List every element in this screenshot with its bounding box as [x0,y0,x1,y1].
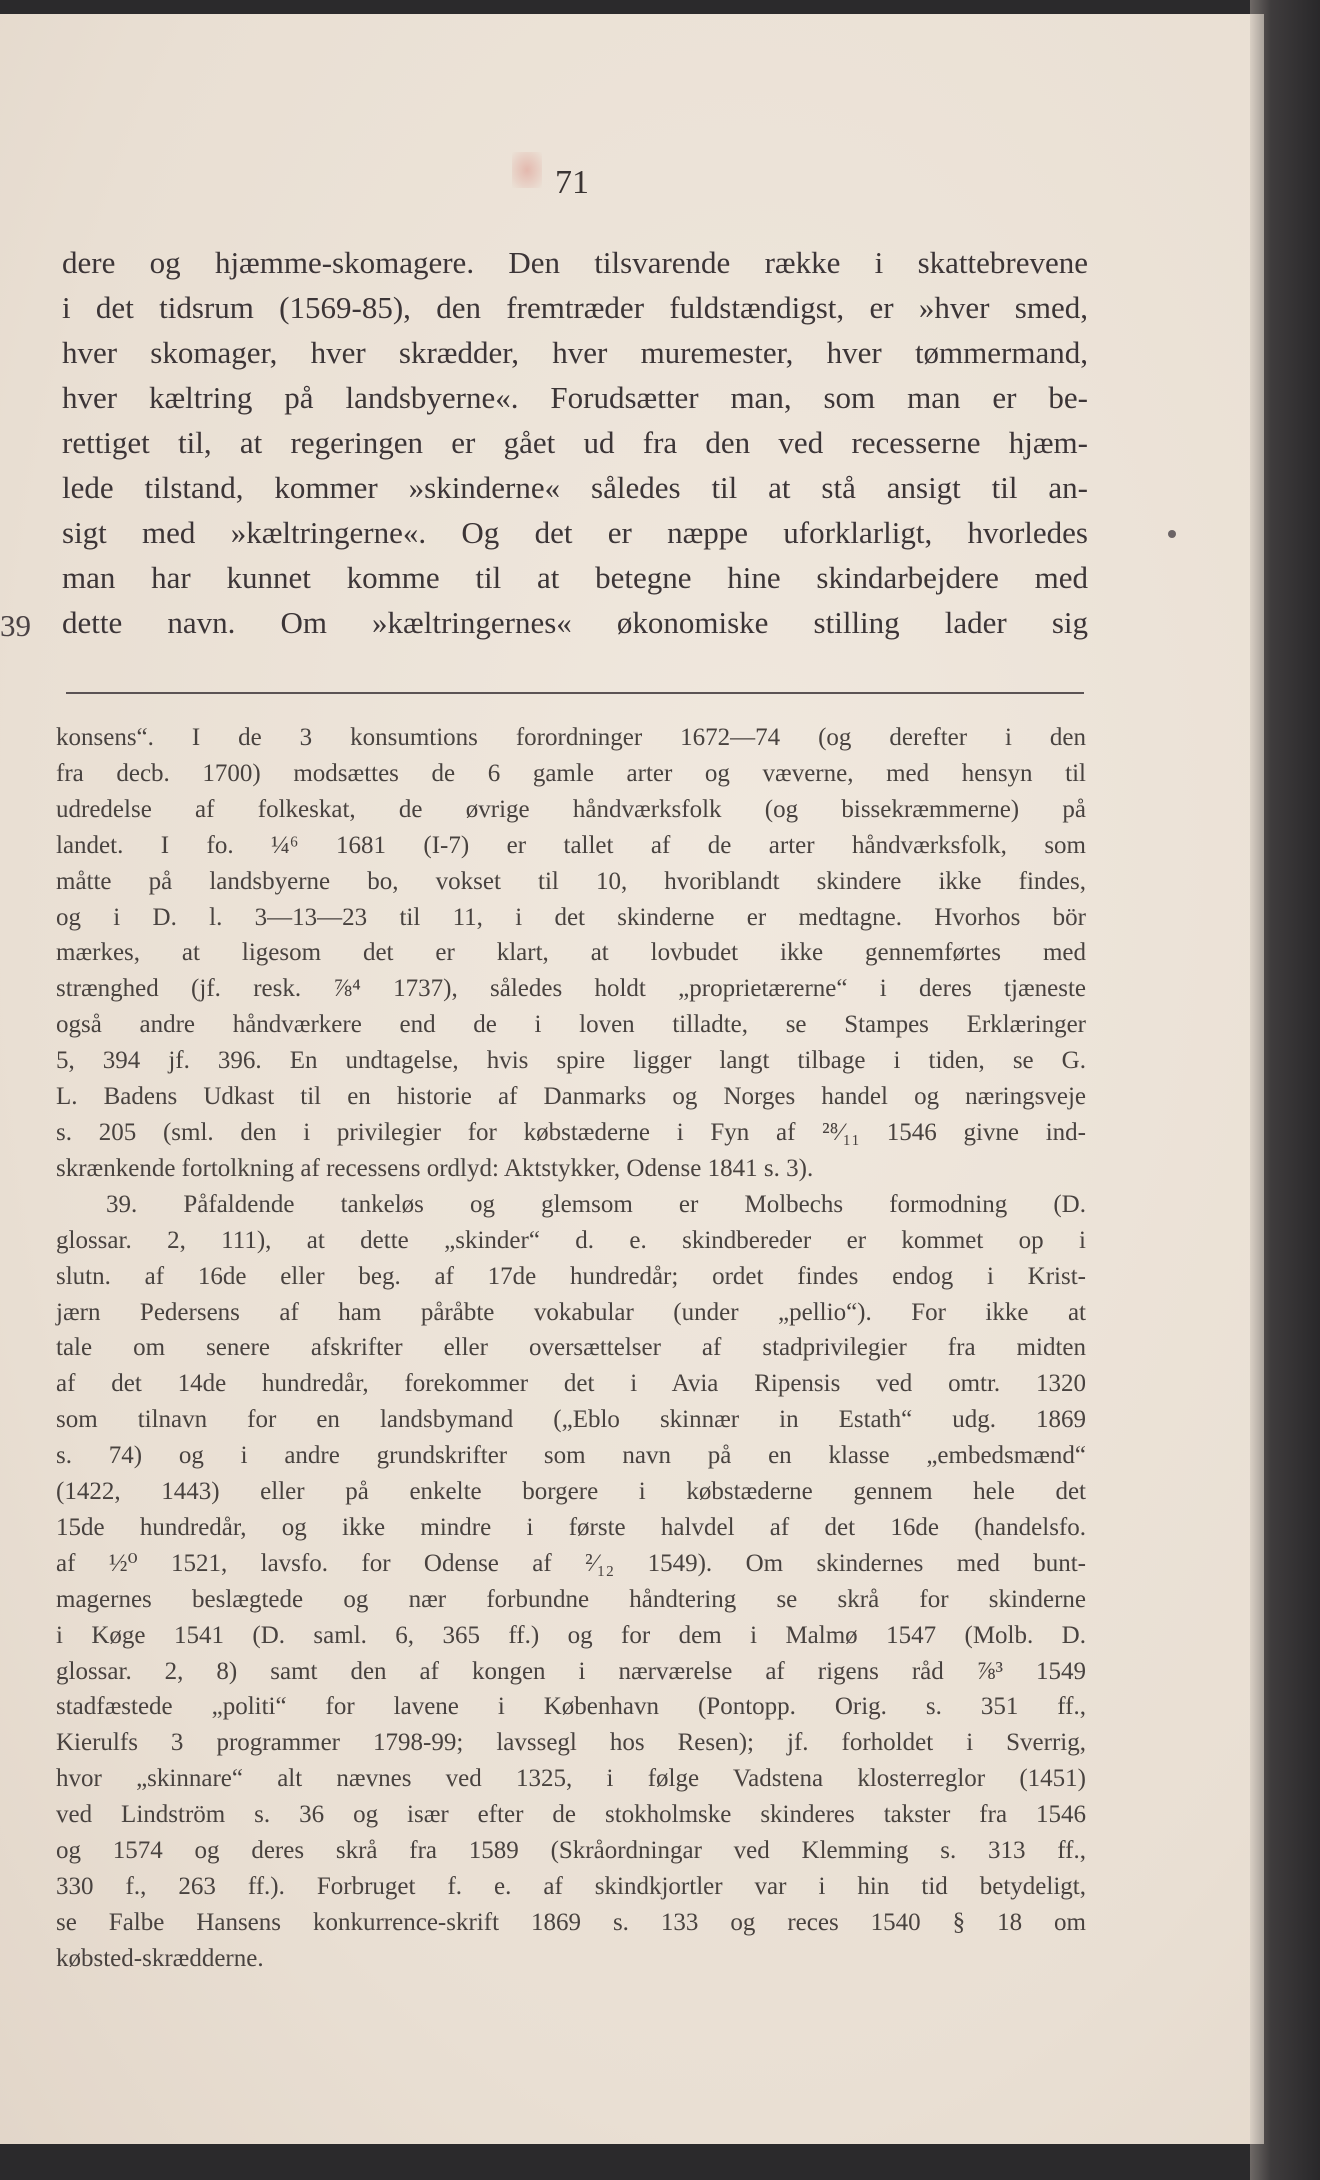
footnote-line: af ½⁰ 1521, lavsfo. for Odense af ²⁄₁₂ 1549). Om skindernes med bunt- [56,1549,1086,1577]
footnote-line: som tilnavn for en landsbymand („Eblo skinnær in Estath“ udg. 1869 [56,1406,1086,1434]
footnote-line: slutn. af 16de eller beg. af 17de hundredår; ordet findes endog i Krist- [56,1262,1086,1290]
footnote-line: s. 74) og i andre grundskrifter som navn på en klasse „embedsmænd“ [56,1442,1086,1470]
footnote-line: s. 205 (sml. den i privilegier for købstæderne i Fyn af ²⁸⁄₁₁ 1546 givne ind- [56,1118,1086,1146]
ink-smudge [512,152,542,188]
footnote-line: ved Lindström s. 36 og især efter de stokholmske skinderes takster fra 1546 [56,1801,1086,1829]
footnote-line: udredelse af folkeskat, de øvrige håndværksfolk (og bissekræmmerne) på [56,795,1086,823]
main-text [62,240,1088,645]
footnote-line: skrænkende fortolkning af recessens ordlyd: Aktstykker, Odense 1841 s. 3). [56,1154,814,1182]
footnote-line: 15de hundredår, og ikke mindre i første halvdel af det 16de (handelsfo. [56,1513,1086,1541]
main-text-line: hver kæltring på landsbyerne«. Forudsætter man, som man er be- [62,380,1088,415]
book-page [0,14,1250,2144]
footnote-line: magernes beslægtede og nær forbundne håndtering se skrå for skinderne [56,1585,1086,1613]
footnote-line: se Falbe Hansens konkurrence-skrift 1869 s. 133 og reces 1540 § 18 om [56,1908,1086,1936]
footnote-line: også andre håndværkere end de i loven tilladte, se Stampes Erklæringer [56,1011,1086,1039]
footnote-line: mærkes, at ligesom det er klart, at lovbudet ikke gennemførtes med [56,939,1086,967]
footnote-line: L. Badens Udkast til en historie af Danmarks og Norges handel og næringsveje [56,1083,1086,1111]
footnote-line: 330 f., 263 ff.). Forbruget f. e. af skindkjortler var i hin tid betydeligt, [56,1873,1086,1900]
footnote-line: måtte på landsbyerne bo, vokset til 10, hvoriblandt skindere ikke findes, [56,867,1086,895]
footnote-line: hvor „skinnare“ alt nævnes ved 1325, i følge Vadstena klosterreglor (1451) [56,1765,1086,1793]
footnote-line: og 1574 og deres skrå fra 1589 (Skråordningar ved Klemming s. 313 ff., [56,1837,1086,1865]
footnote-line: Kierulfs 3 programmer 1798-99; lavssegl hos Resen); jf. forholdet i Sverrig, [56,1729,1086,1757]
footnote-line: glossar. 2, 8) samt den af kongen i nærværelse af rigens råd ⅞³ 1549 [56,1657,1086,1685]
footnote-line: af det 14de hundredår, forekommer det i Avia Ripensis ved omtr. 1320 [56,1370,1086,1398]
page-edge [1250,14,1264,2144]
footnote-line: tale om senere afskrifter eller oversættelser af stadprivilegier fra midten [56,1334,1086,1362]
footnote-line: fra decb. 1700) modsættes de 6 gamle arter og væverne, med hensyn til [56,759,1086,787]
main-text-line: dere og hjæmme-skomagere. Den tilsvarende række i skattebrevene [62,245,1088,280]
main-text-line: hver skomager, hver skrædder, hver muremester, hver tømmermand, [62,335,1088,370]
footnote-line: 39. Påfaldende tankeløs og glemsom er Molbechs formodning (D. [106,1190,1086,1218]
footnote-line: købsted-skrædderne. [56,1944,264,1972]
footnote-line: konsens“. I de 3 konsumtions forordninger 1672—74 (og derefter i den [56,724,1086,751]
main-text-line: lede tilstand, kommer »skinderne« således til at stå ansigt til an- [62,470,1088,505]
footnote-line: 5, 394 jf. 396. En undtagelse, hvis spire ligger langt tilbage i tiden, se G. [56,1047,1086,1075]
footnote-line: glossar. 2, 111), at dette „skinder“ d. e. skindbereder er kommet op i [56,1226,1086,1254]
main-text-line: dette navn. Om »kæltringernes« økonomiske stilling lader sig [62,605,1088,640]
margin-dot [1168,530,1176,538]
margin-note-number: 39 [0,608,31,643]
footnote-line: i Køge 1541 (D. saml. 6, 365 ff.) og for dem i Malmø 1547 (Molb. D. [56,1621,1086,1649]
main-text-line: man har kunnet komme til at betegne hine skindarbejdere med [62,560,1088,595]
footnotes [56,720,1086,1977]
main-text-line: i det tidsrum (1569-85), den fremtræder fuldstændigst, er »hver smed, [62,290,1088,325]
footnote-line: strænghed (jf. resk. ⅞⁴ 1737), således holdt „proprietærerne“ i deres tjæneste [56,975,1086,1003]
main-text-line: sigt med »kæltringerne«. Og det er næppe uforklarligt, hvorledes [62,515,1088,550]
footnote-line: stadfæstede „politi“ for lavene i København (Pontopp. Orig. s. 351 ff., [56,1693,1086,1721]
page-number: 71 [555,164,589,201]
footnote-line: og i D. l. 3—13—23 til 11, i det skinderne er medtagne. Hvorhos bör [56,903,1086,931]
footnote-line: jærn Pedersens af ham påråbte vokabular (under „pellio“). For ikke at [56,1298,1086,1326]
main-text-line: rettiget til, at regeringen er gået ud fra den ved recesserne hjæm- [62,425,1088,460]
footnote-divider [66,692,1084,694]
footnote-line: landet. I fo. ¼⁶ 1681 (I-7) er tallet af de arter håndværksfolk, som [56,831,1086,859]
footnote-line: (1422, 1443) eller på enkelte borgere i købstæderne gennem hele det [56,1478,1086,1506]
